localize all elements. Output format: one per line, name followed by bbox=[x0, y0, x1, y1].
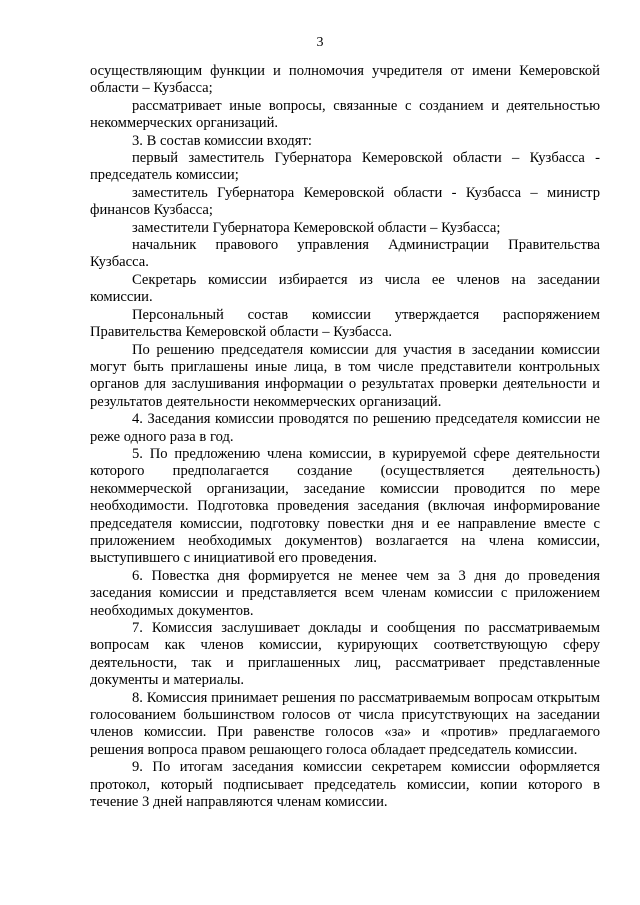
paragraph-section-4: 4. Заседания комиссии проводятся по решению председателя комиссии не реже одного раза в год. bbox=[90, 411, 600, 445]
paragraph-deputies: заместители Губернатора Кемеровской области – Кузбасса; bbox=[132, 219, 501, 236]
paragraph-legal-head: начальник правового управления Администрации Правительства Кузбасса. bbox=[90, 237, 600, 271]
paragraph-section-5: 5. По предложению члена комиссии, в курируемой сфере деятельности которого предполагается создание (осуществляется деятельность) некоммерческой организации, заседание комиссии проводится по мере необходимости. Подготовка проведения заседания (включая информирование председателя комиссии, подготовку повестки дня и ее направление вместе с приложением необходимых документов) возлагается на члена комиссии, выступившего с инициативой его проведения. bbox=[90, 445, 600, 567]
paragraph-deputy-finance: заместитель Губернатора Кемеровской области - Кузбасса – министр финансов Кузбасса; bbox=[90, 184, 600, 219]
paragraph-section-6: 6. Повестка дня формируется не менее чем за 3 дня до проведения заседания комиссии и представляется всем членам комиссии с приложением необходимых документов. bbox=[90, 567, 600, 619]
paragraph-chairman: первый заместитель Губернатора Кемеровской области – Кузбасса - председатель комиссии; bbox=[90, 150, 600, 184]
paragraph-section-7: 7. Комиссия заслушивает доклады и сообщения по рассматриваемым вопросам как членов комиссии, курирующих соответствующую сферу деятельности, так и приглашенных лиц, рассматривает представленные документы и материалы. bbox=[90, 620, 600, 689]
paragraph-continuation: осуществляющим функции и полномочия учредителя от имени Кемеровской области – Кузбасса; bbox=[90, 63, 600, 97]
paragraph-personal-composition: Персональный состав комиссии утверждается распоряжением Правительства Кемеровской области – Кузбасса. bbox=[90, 306, 600, 341]
paragraph-secretary: Секретарь комиссии избирается из числа ее членов на заседании комиссии. bbox=[90, 271, 600, 306]
paragraph-section-8: 8. Комиссия принимает решения по рассматриваемым вопросам открытым голосованием большинством голосов от числа присутствующих на заседании членов комиссии. При равенстве голосов «за» и «против» предлагаемого решения вопроса правом решающего голоса обладает председатель комиссии. bbox=[90, 689, 600, 758]
document-body bbox=[90, 63, 600, 811]
paragraph-section-9: 9. По итогам заседания комиссии секретарем комиссии оформляется протокол, который подписывает председатель комиссии, копии которого в течение 3 дней направляются членам комиссии. bbox=[90, 759, 600, 811]
page-number: 3 bbox=[316, 35, 324, 50]
paragraph-other-questions: рассматривает иные вопросы, связанные с созданием и деятельностью некоммерческих организаций. bbox=[90, 97, 600, 132]
paragraph-invited-persons: По решению председателя комиссии для участия в заседании комиссии могут быть приглашены иные лица, в том числе представители контрольных органов для заслушивания информации о результатах проверки деятельности и результатов деятельности некоммерческих организаций. bbox=[90, 341, 600, 410]
paragraph-section-3: 3. В состав комиссии входят: bbox=[132, 132, 312, 149]
